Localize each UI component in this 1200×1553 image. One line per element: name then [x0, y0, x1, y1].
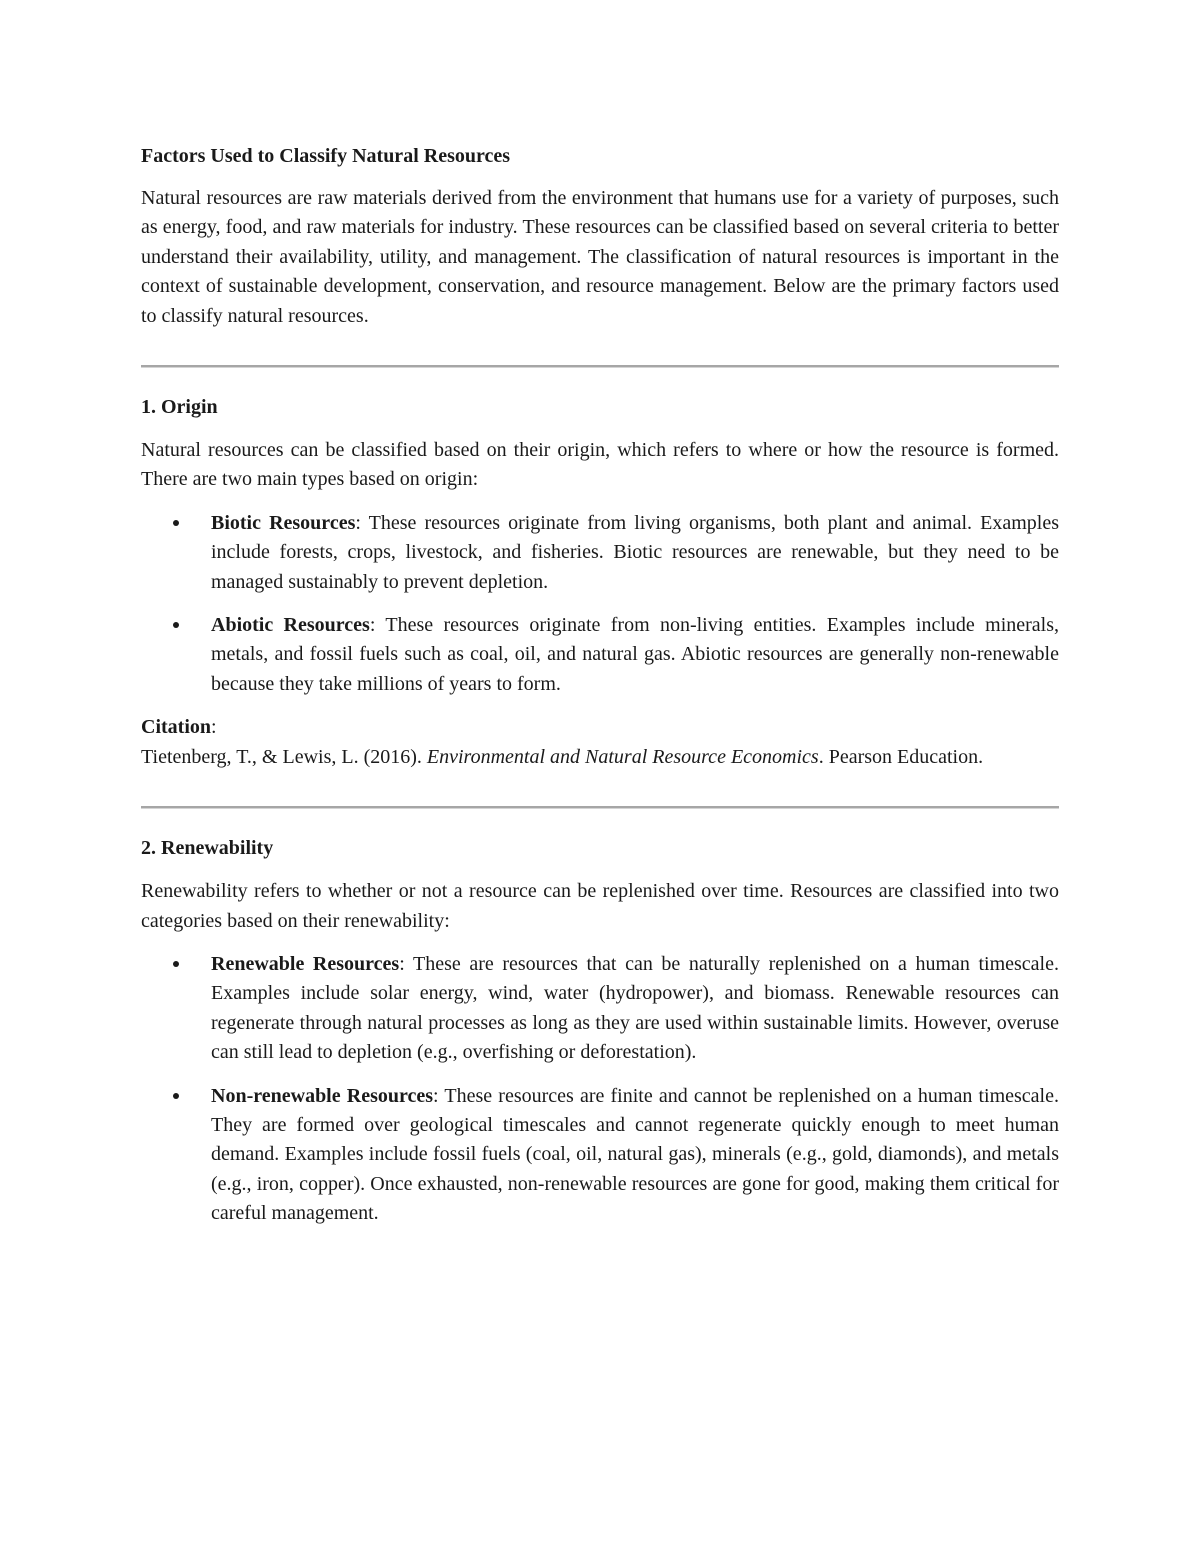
list-item [141, 950, 1059, 1068]
list-item [141, 1082, 1059, 1229]
document-title: Factors Used to Classify Natural Resources [141, 145, 511, 167]
term-label: Abiotic Resources [211, 614, 370, 637]
section-renewability [141, 833, 1059, 1228]
citation-label: Citation [141, 716, 211, 739]
section-intro-paragraph: Renewability refers to whether or not a resource can be replenished over time. Resources are classified into two categories based on their renewability: [141, 880, 1059, 932]
section-heading: 2. Renewability [141, 837, 274, 860]
term-description: : These are resources that can be naturally replenished on a human timescale. Examples include solar energy, wind, water (hydropower), and biomass. Renewable resources can regenerate through natural processes as long as they are used within sustainable limits. However, overuse can still lead to depletion (e.g., overfishing or deforestation). [211, 952, 1059, 1064]
list-item [141, 611, 1059, 699]
citation-label-suffix: : [211, 716, 217, 739]
bullet-icon [173, 520, 179, 526]
citation-block [141, 713, 1059, 772]
section-divider [141, 806, 1059, 809]
bullet-list [141, 509, 1059, 699]
document-page [141, 138, 1059, 1243]
citation-book-title: Environmental and Natural Resource Economics [426, 745, 819, 768]
section-heading: 1. Origin [141, 396, 218, 419]
bullet-list [141, 950, 1059, 1229]
term-description: : These resources are finite and cannot be replenished on a human timescale. They are formed over geological timescales and cannot regenerate quickly enough to meet human demand. Examples include fossil fuels (coal, oil, natural gas), minerals (e.g., gold, diamonds), and metals (e.g., iron, copper). Once exhausted, non-renewable resources are gone for good, making them critical for careful management. [211, 1084, 1059, 1225]
section-intro-paragraph: Natural resources can be classified based on their origin, which refers to where or how the resource is formed. There are two main types based on origin: [141, 439, 1059, 491]
bullet-icon [173, 622, 179, 628]
bullet-icon [173, 1093, 179, 1099]
list-item [141, 509, 1059, 597]
section-origin [141, 392, 1059, 772]
citation-publisher: . Pearson Education. [818, 745, 984, 768]
term-description: : These resources originate from living organisms, both plant and animal. Examples include forests, crops, livestock, and fisheries. Biotic resources are renewable, but they need to be managed sustainably to prevent depletion. [211, 511, 1059, 593]
citation-authors: Tietenberg, T., & Lewis, L. (2016). [141, 745, 427, 768]
intro-paragraph: Natural resources are raw materials derived from the environment that humans use for a variety of purposes, such as energy, food, and raw materials for industry. These resources can be classified based on several criteria to better understand their availability, utility, and management. The classification of natural resources is important in the context of sustainable development, conservation, and resource management. Below are the primary factors used to classify natural resources. [141, 187, 1059, 327]
bullet-icon [173, 961, 179, 967]
term-label: Renewable Resources [211, 952, 400, 975]
term-label: Non-renewable Resources [211, 1084, 434, 1107]
term-description: : These resources originate from non-living entities. Examples include minerals, metals, and fossil fuels such as coal, oil, and natural gas. Abiotic resources are generally non-renewable because they take millions of years to form. [211, 614, 1060, 695]
term-label: Biotic Resources [211, 511, 356, 534]
section-divider [141, 365, 1059, 368]
